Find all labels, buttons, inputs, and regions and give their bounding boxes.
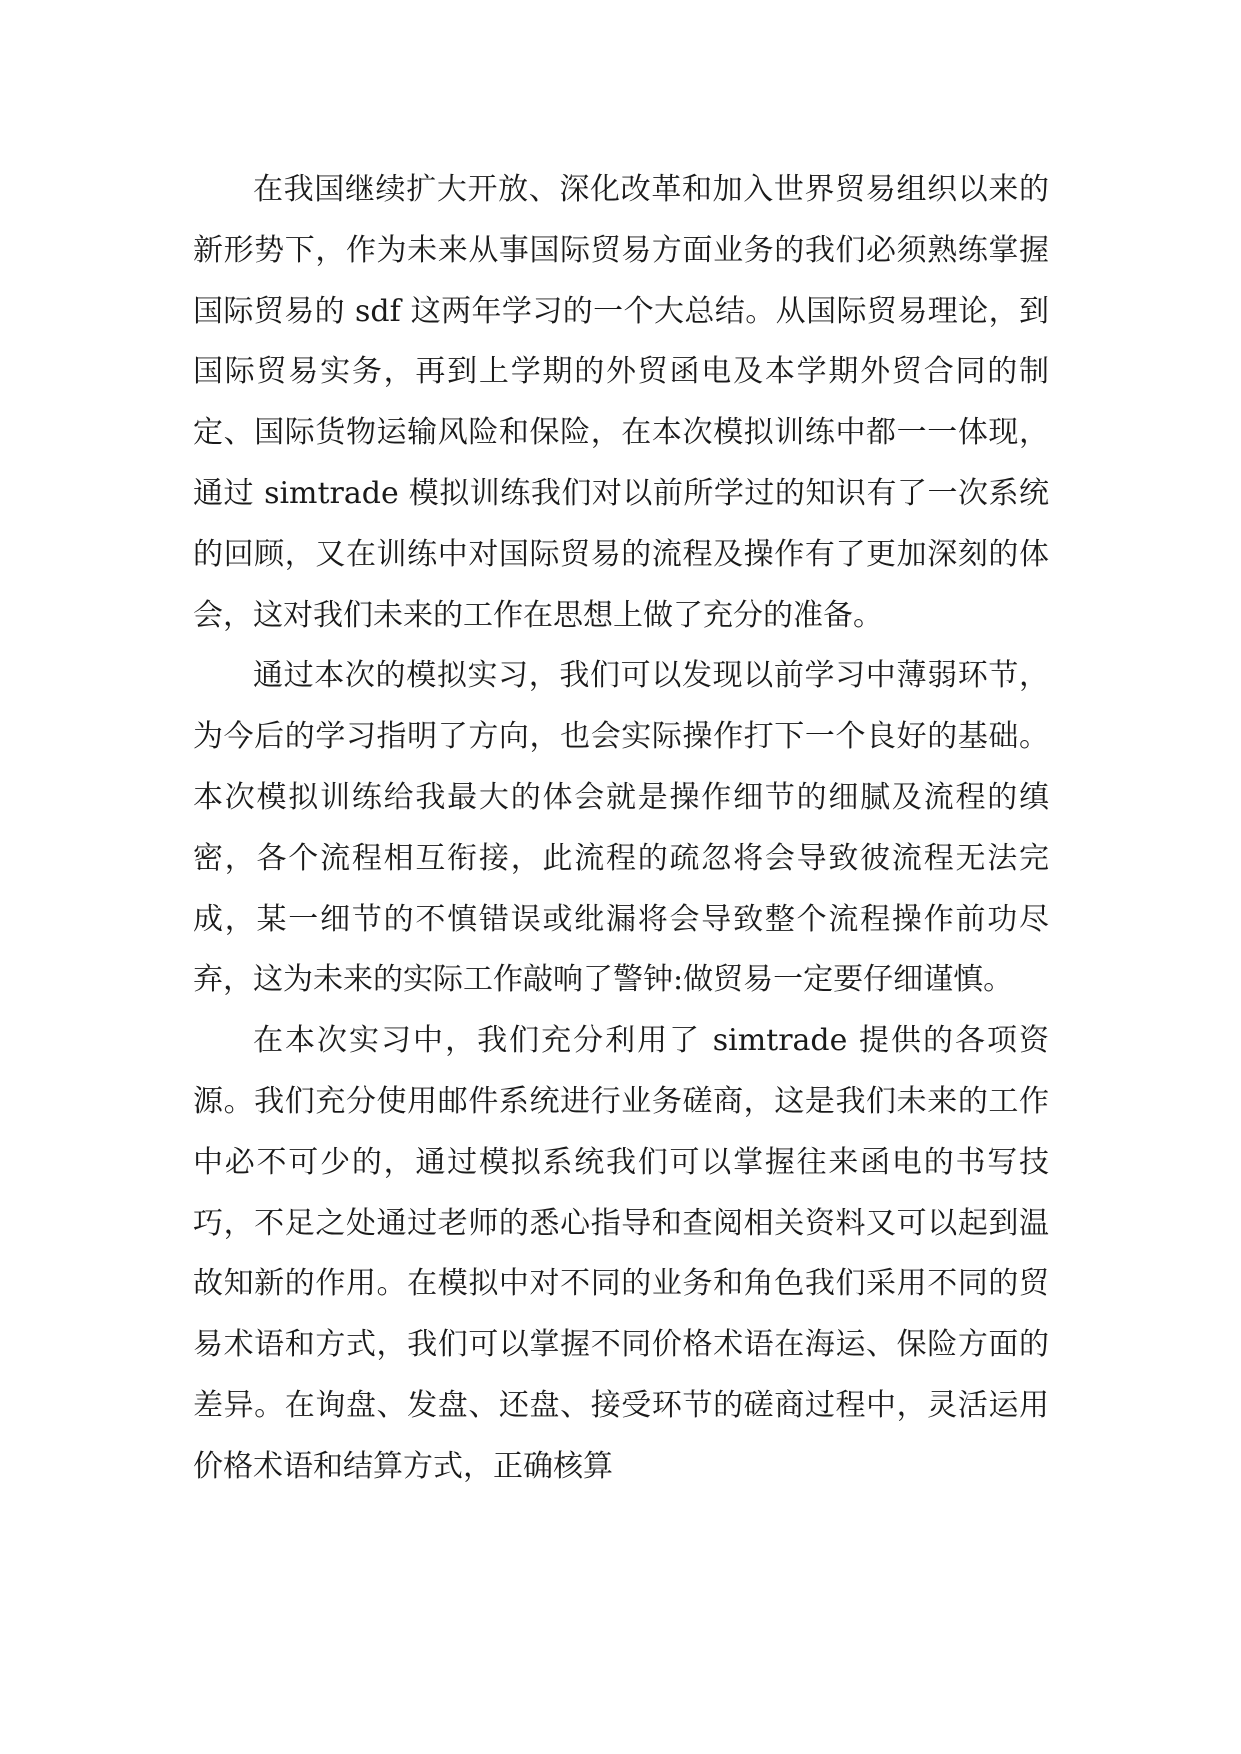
- document-body: [193, 160, 1049, 1498]
- paragraph-2: 通过本次的模拟实习，我们可以发现以前学习中薄弱环节，为今后的学习指明了方向，也会实际操作打下一个良好的基础。本次模拟训练给我最大的体会就是操作细节的细腻及流程的缜密，各个流程相互衔接，此流程的疏忽将会导致彼流程无法完成，某一细节的不慎错误或纰漏将会导致整个流程操作前功尽弃，这为未来的实际工作敲响了警钟:做贸易一定要仔细谨慎。: [193, 658, 1049, 998]
- paragraph-1: 在我国继续扩大开放、深化改革和加入世界贸易组织以来的新形势下，作为未来从事国际贸易方面业务的我们必须熟练掌握国际贸易的 sdf 这两年学习的一个大总结。从国际贸易理论，到国际贸易实务，再到上学期的外贸函电及本学期外贸合同的制定、国际货物运输风险和保险，在本次模拟训练中都一一体现，通过 simtrade 模拟训练我们对以前所学过的知识有了一次系统的回顾，又在训练中对国际贸易的流程及操作有了更加深刻的体会，这对我们未来的工作在思想上做了充分的准备。: [193, 172, 1049, 633]
- paragraph-3: 在本次实习中，我们充分利用了 simtrade 提供的各项资源。我们充分使用邮件系统进行业务磋商，这是我们未来的工作中必不可少的，通过模拟系统我们可以掌握往来函电的书写技巧，不足之处通过老师的悉心指导和查阅相关资料又可以起到温故知新的作用。在模拟中对不同的业务和角色我们采用不同的贸易术语和方式，我们可以掌握不同价格术语在海运、保险方面的差异。在询盘、发盘、还盘、接受环节的磋商过程中，灵活运用价格术语和结算方式，正确核算: [193, 1023, 1049, 1484]
